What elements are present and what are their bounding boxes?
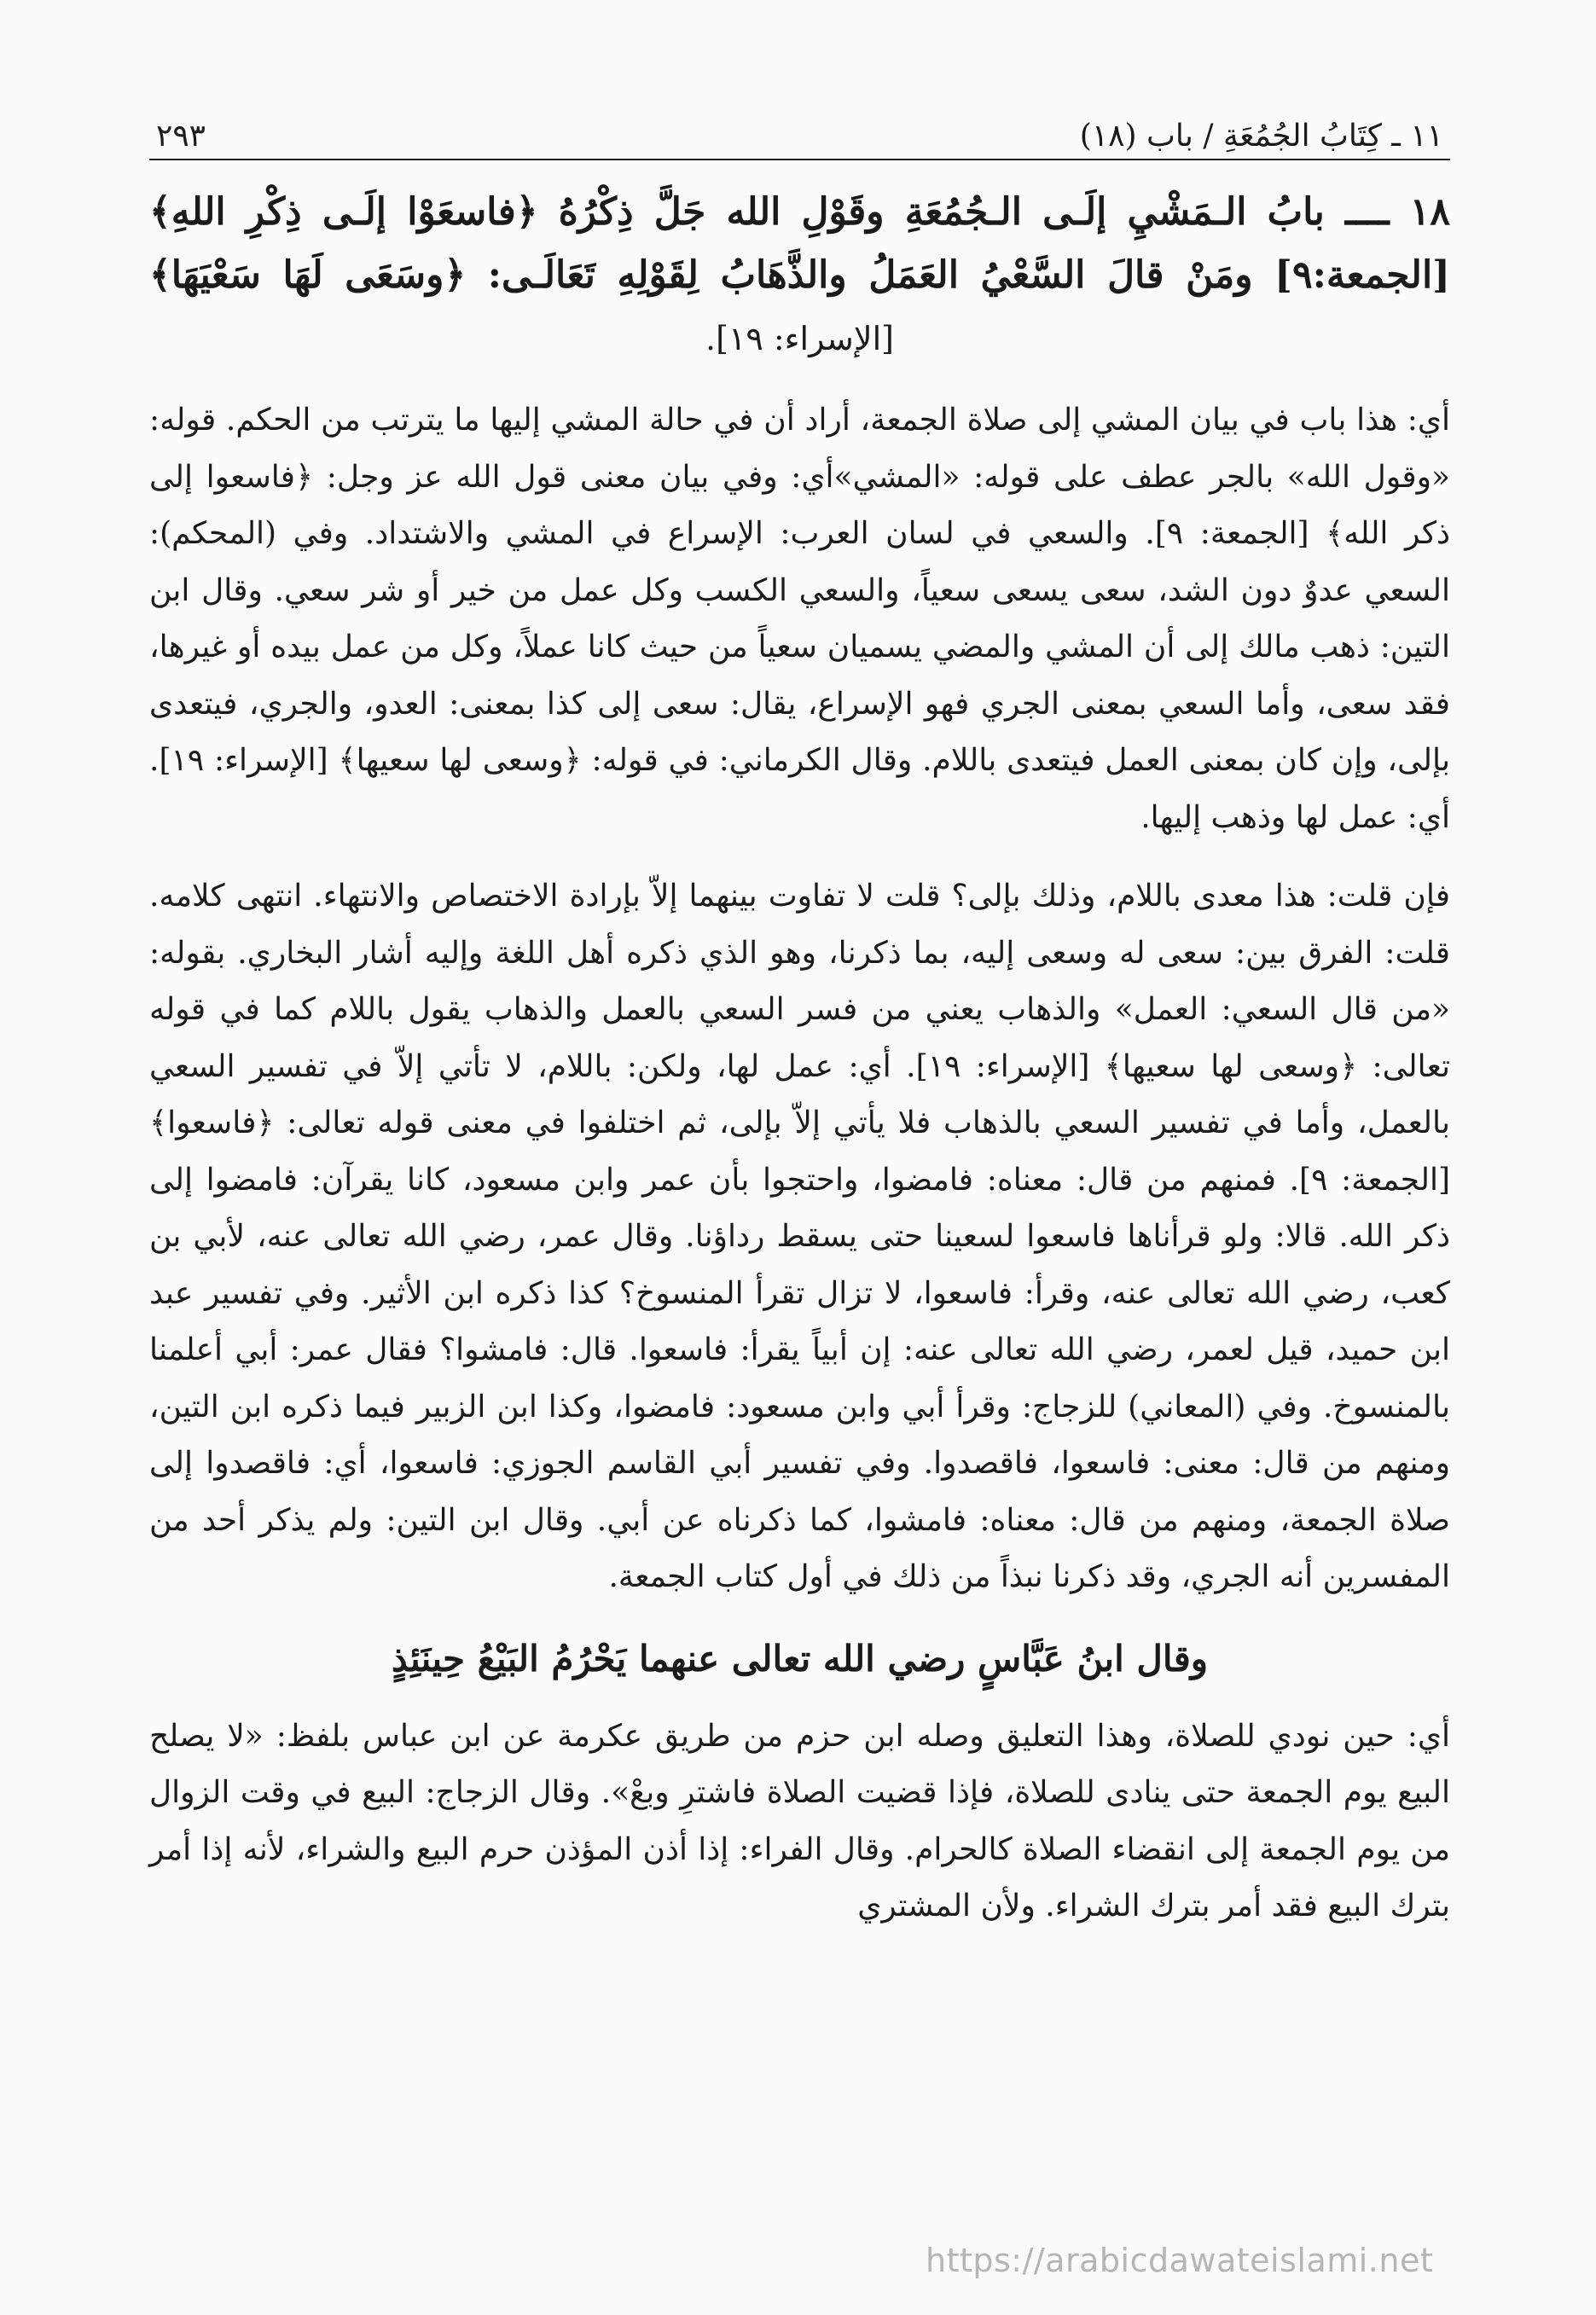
chapter-heading-line-1: ١٨ ــــ بابُ الـمَشْيِ إلَـى الـجُمُعَةِ وقَوْلِ الله جَلَّ ذِكْرُهُ ﴿فاسعَوْا إلَـى ذِكْرِ اللهِ﴾ [149,190,1450,234]
watermark-url: https://arabicdawateislami.net [926,2242,1434,2279]
commentary-paragraph-2: فإن قلت: هذا معدى باللام، وذلك بإلى؟ قلت لا تفاوت بينهما إلاّ بإرادة الاختصاص والانتهاء. انتهى كلامه. قلت: الفرق بين: سعى له وسعى إليه، بما ذكرنا، وهو الذي ذكره أهل اللغة وإليه أشار البخاري. بقوله: «من قال السعي: العمل» والذهاب يعني من فسر السعي بالعمل والذهاب يقول باللام كما في قوله تعالى: ﴿وسعى لها سعيها﴾ [الإسراء: ١٩]. أي: عمل لها، ولكن: باللام، لا تأتي إلاّ في تفسير السعي بالعمل، وأما في تفسير السعي بالذهاب فلا يأتي إلاّ بإلى، ثم اختلفوا في معنى قوله تعالى: ﴿فاسعوا﴾ [الجمعة: ٩]. فمنهم من قال: معناه: فامضوا، واحتجوا بأن عمر وابن مسعود، كانا يقرآن: فامضوا إلى ذكر الله. قالا: ولو قرأناها فاسعوا لسعينا حتى يسقط رداؤنا. وقال عمر، رضي الله تعالى عنه، لأبي بن كعب، رضي الله تعالى عنه، وقرأ: فاسعوا، لا تزال تقرأ المنسوخ؟ كذا ذكره ابن الأثير. وفي تفسير عبد ابن حميد، قيل لعمر، رضي الله تعالى عنه: إن أبياً يقرأ: فاسعوا. قال: فامشوا؟ فقال عمر: أبي أعلمنا بالمنسوخ. وفي (المعاني) للزجاج: وقرأ أبي وابن مسعود: فامضوا، وكذا ابن الزبير فيما ذكره ابن التين، ومنهم من قال: معنى: فاسعوا، فاقصدوا. وفي تفسير أبي القاسم الجوزي: فاسعوا، أي: فاقصدوا إلى صلاة الجمعة، ومنهم من قال: معناه: فامشوا، كما ذكرناه عن أبي. وقال ابن التين: ولم يذكر أحد من المفسرين أنه الجري، وقد ذكرنا نبذاً من ذلك في أول كتاب الجمعة. [149,879,1451,1594]
commentary-paragraph-1: أي: هذا باب في بيان المشي إلى صلاة الجمعة، أراد أن في حالة المشي إليها ما يترتب من الحكم. قوله: «وقول الله» بالجر عطف على قوله: «المشي»أي: وفي بيان معنى قول الله عز وجل: ﴿فاسعوا إلى ذكر الله﴾ [الجمعة: ٩]. والسعي في لسان العرب: الإسراع في المشي والاشتداد. وفي (المحكم): السعي عدوٌ دون الشد، سعى يسعى سعياً، والسعي الكسب وكل عمل من خير أو شر سعي. وقال ابن التين: ذهب مالك إلى أن المشي والمضي يسميان سعياً من حيث كانا عملاً، وكل من عمل بيده أو غيرها، فقد سعى، وأما السعي بمعنى الجري فهو الإسراع، يقال: سعى إلى كذا بمعنى: العدو، والجري، فيتعدى بإلى، وإن كان بمعنى العمل فيتعدى باللام. وقال الكرماني: في قوله: ﴿وسعى لها سعيها﴾ [الإسراء: ١٩]. أي: عمل لها وذهب إليها. [149,403,1450,835]
chapter-heading-line-3: [الإسراء: ١٩]. [705,320,894,357]
running-header [149,94,1450,160]
page-number: ٢٩٣ [156,119,206,154]
closing-paragraph: أي: حين نودي للصلاة، وهذا التعليق وصله ابن حزم من طريق عكرمة عن ابن عباس بلفظ: «لا يصلح البيع يوم الجمعة حتى ينادى للصلاة، فإذا قضيت الصلاة فاشترِ وبعْ». وقال الزجاج: البيع في وقت الزوال من يوم الجمعة إلى انقضاء الصلاة كالحرام. وقال الفراء: إذا أذن المؤذن حرم البيع والشراء، لأنه إذا أمر بترك البيع فقد أمر بترك الشراء. ولأن المشتري [149,1718,1450,1923]
chapter-heading-line-2: [الجمعة:٩] ومَنْ قالَ السَّعْيُ العَمَلُ والذَّهَابُ لِقَوْلِهِ تَعَالَـى: ﴿وسَعَى لَهَا سَعْيَهَا﴾ [149,253,1450,297]
document-page [149,94,1450,2277]
chapter-heading [149,181,1450,370]
section-heading: وقال ابنُ عَبَّاسٍ رضي الله تعالى عنهما يَحْرُمُ البَيْعُ حِينَئِذٍ [391,1637,1209,1680]
running-title: ١١ ـ كِتَابُ الجُمُعَةِ / باب (١٨) [1079,119,1443,154]
